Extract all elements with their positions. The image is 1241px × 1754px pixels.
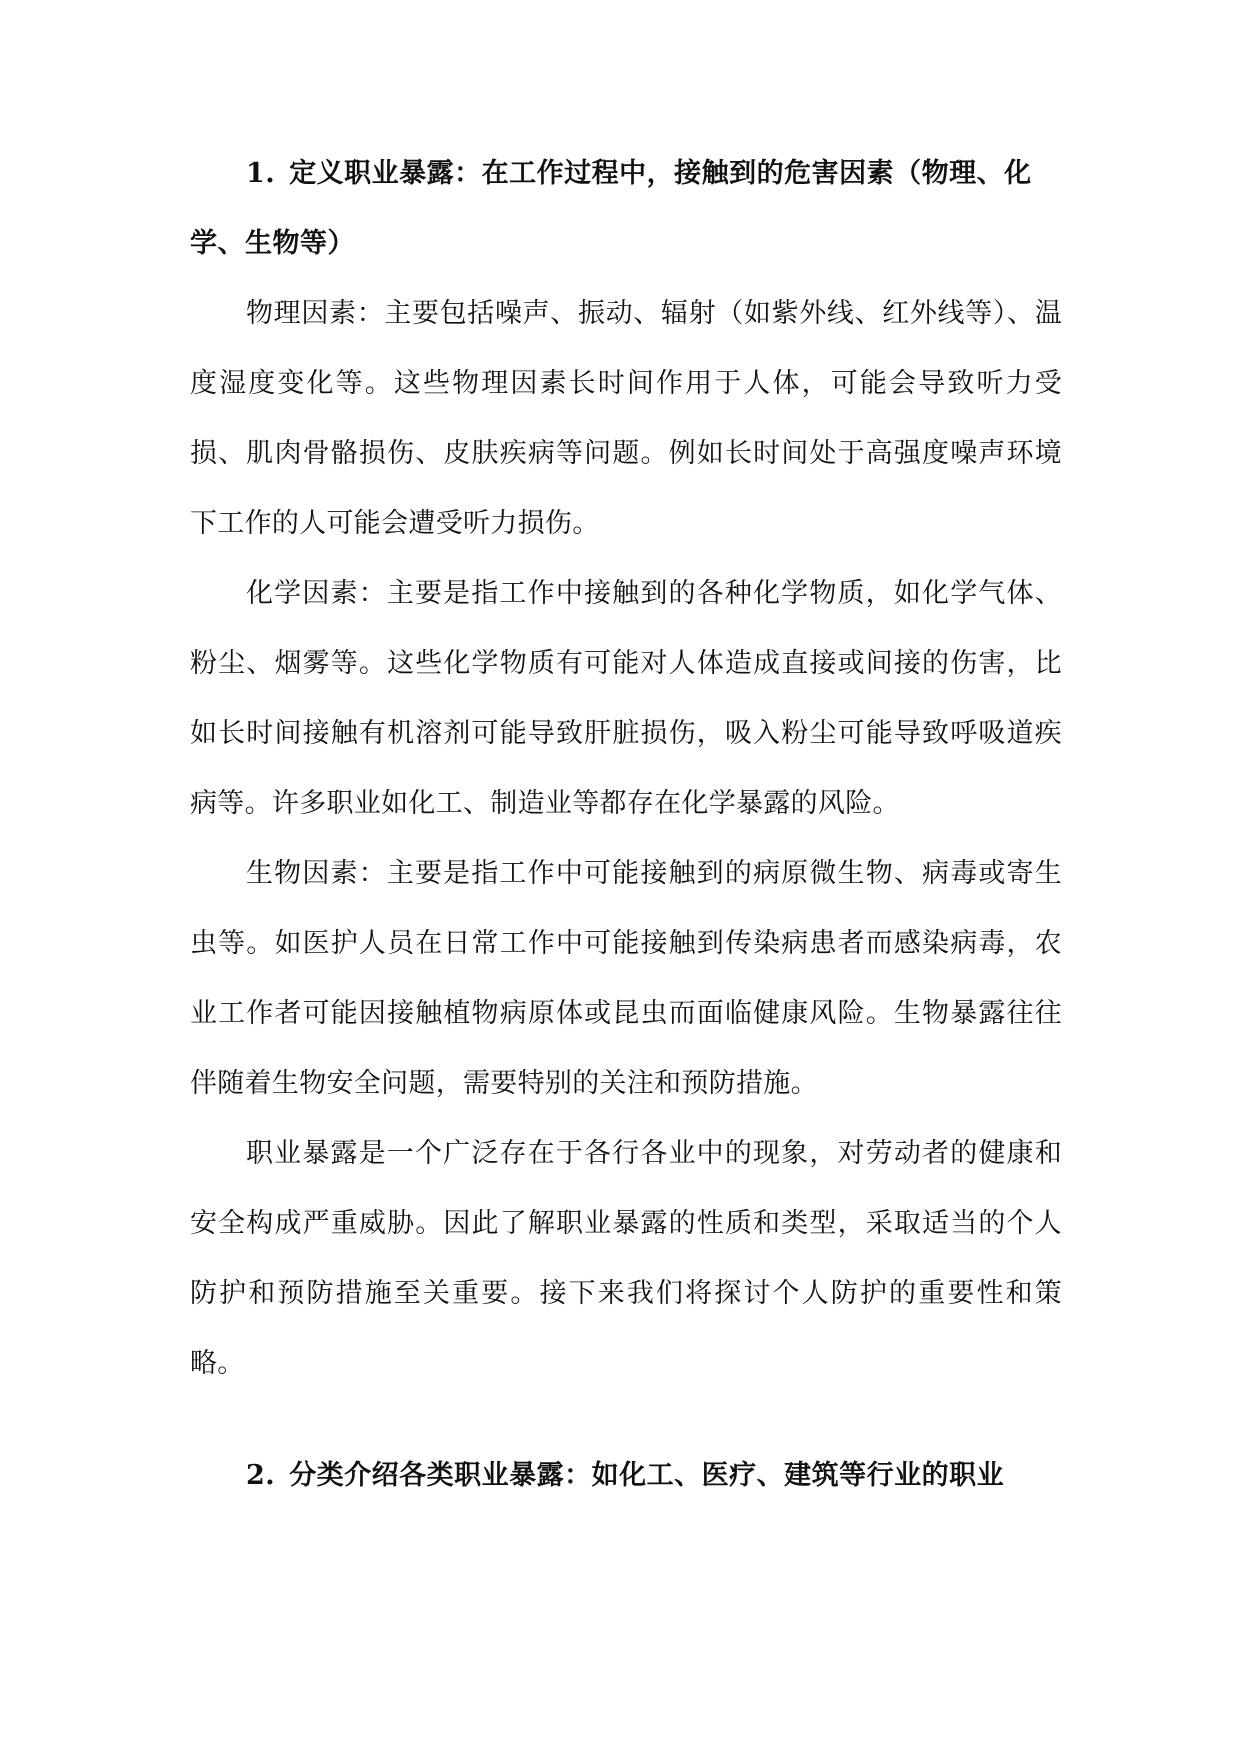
paragraph-physical-factors: 物理因素：主要包括噪声、振动、辐射（如紫外线、红外线等）、温度湿度变化等。这些物理因素长时间作用于人体，可能会导致听力受损、肌肉骨骼损伤、皮肤疾病等问题。例如长时间处于高强度噪声环境下工作的人可能会遭受听力损伤。 bbox=[190, 298, 1062, 539]
document-body bbox=[190, 139, 1062, 1511]
section-2-number: 2. bbox=[246, 1460, 276, 1491]
section-1-heading bbox=[190, 139, 1062, 279]
section-2-heading bbox=[190, 1441, 1062, 1511]
section-1-number: 1. bbox=[246, 158, 276, 189]
section-2-heading-text: 分类介绍各类职业暴露：如化工、医疗、建筑等行业的职业 bbox=[289, 1460, 1005, 1491]
section-1-heading-text: 定义职业暴露：在工作过程中，接触到的危害因素（物理、化学、生物等） bbox=[190, 158, 1032, 259]
paragraph-summary: 职业暴露是一个广泛存在于各行各业中的现象，对劳动者的健康和安全构成严重威胁。因此了解职业暴露的性质和类型，采取适当的个人防护和预防措施至关重要。接下来我们将探讨个人防护的重要性和策略。 bbox=[190, 1138, 1062, 1379]
paragraph-biological-factors: 生物因素：主要是指工作中可能接触到的病原微生物、病毒或寄生虫等。如医护人员在日常工作中可能接触到传染病患者而感染病毒，农业工作者可能因接触植物病原体或昆虫而面临健康风险。生物暴露往往伴随着生物安全问题，需要特别的关注和预防措施。 bbox=[190, 858, 1062, 1099]
paragraph-chemical-factors: 化学因素：主要是指工作中接触到的各种化学物质，如化学气体、粉尘、烟雾等。这些化学物质有可能对人体造成直接或间接的伤害，比如长时间接触有机溶剂可能导致肝脏损伤，吸入粉尘可能导致呼吸道疾病等。许多职业如化工、制造业等都存在化学暴露的风险。 bbox=[190, 578, 1062, 819]
